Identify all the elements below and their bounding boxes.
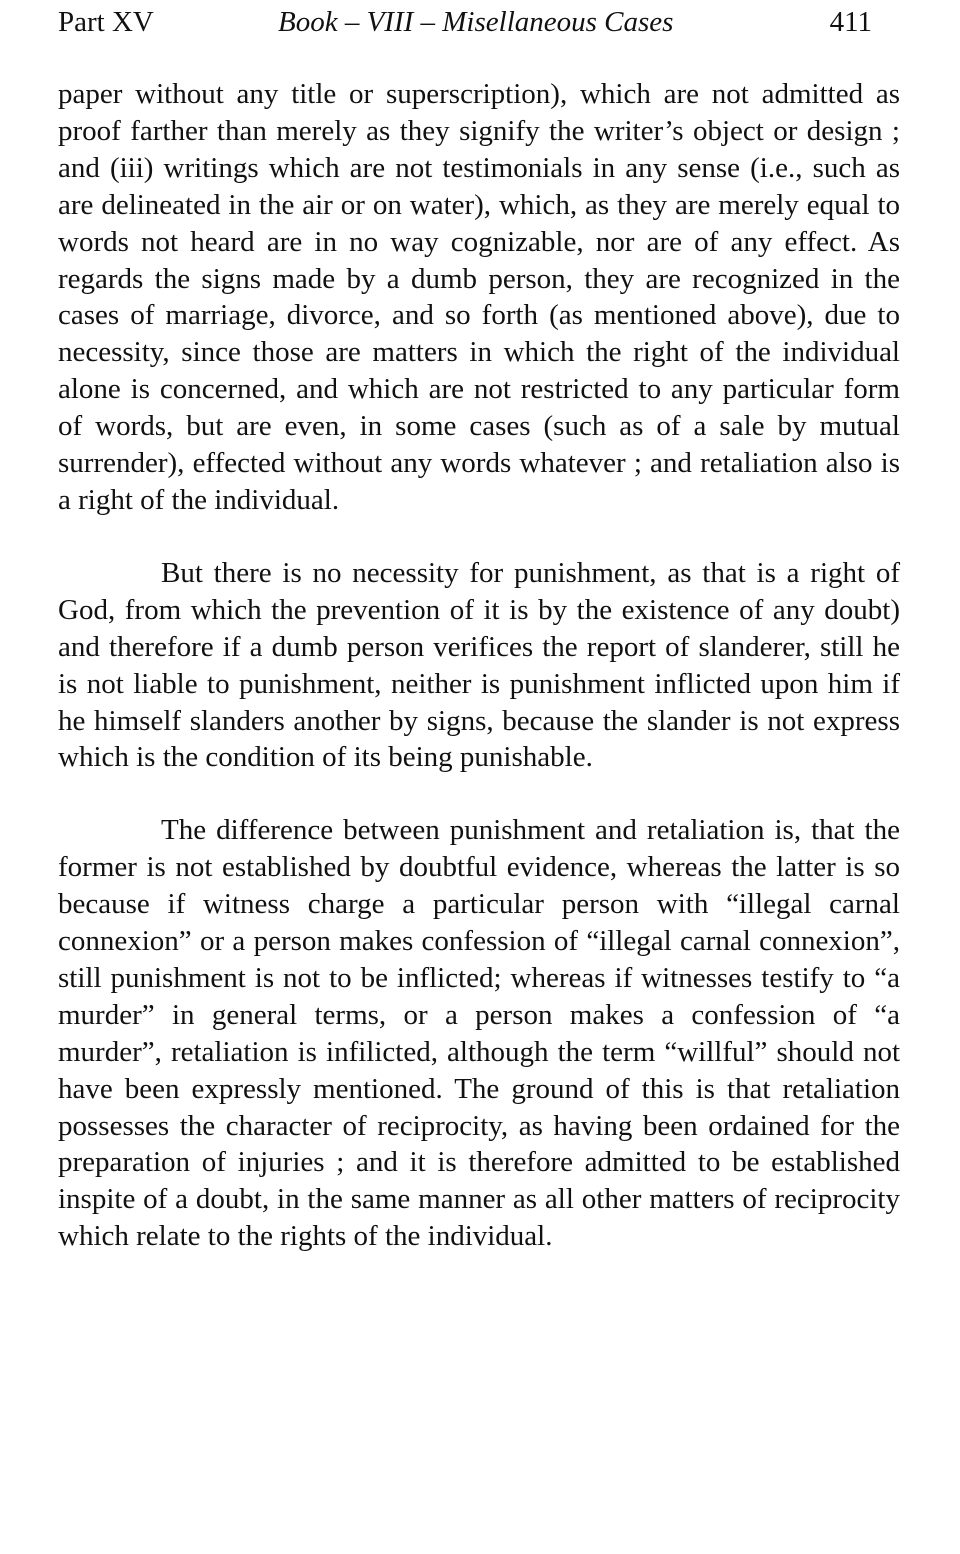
running-header <box>58 0 900 44</box>
header-part-label: Part XV <box>58 6 154 38</box>
header-book-title: Book – VIII – Misellaneous Cases <box>278 6 674 38</box>
paragraph-3: The difference between punishment and retaliation is, that the former is not established by doubtful evidence, whereas the latter is so because if witness charge a particular person with “illegal carnal connexion” or a person makes confession of “illegal carnal connexion”, still punishment is not to be inflicted; whereas if witnesses testify to “a murder” in general terms, or a person makes a confession of “a murder”, retaliation is infilicted, although the term “willful” should not have been expressly mentioned. The ground of this is that retaliation possesses the character of reciprocity, as having been ordained for the preparation of injuries ; and it is therefore admitted to be established inspite of a doubt, in the same manner as all other matters of reciprocity which relate to the rights of the individual. <box>58 814 900 1253</box>
paragraph-1: paper without any title or superscription), which are not admitted as proof farther than merely as they signify the writer’s object or design ; and (iii) writings which are not testimonials in any sense (i.e., such as are delineated in the air or on water), which, as they are merely equal to words not heard are in no way cognizable, nor are of any effect. As regards the signs made by a dumb person, they are recognized in the cases of marriage, divorce, and so forth (as mentioned above), due to necessity, since those are matters in which the right of the individual alone is concerned, and which are not restricted to any particular form of words, but are even, in some cases (such as of a sale by mutual surrender), effected without any words whatever ; and retaliation also is a right of the individual. <box>58 78 900 516</box>
page-number: 411 <box>829 6 872 38</box>
book-page <box>58 0 900 1255</box>
paragraph-2: But there is no necessity for punishment, as that is a right of God, from which the prevention of it is by the existence of any doubt) and therefore if a dumb person verifices the report of slanderer, still he is not liable to punishment, neither is punishment inflicted upon him if he himself slanders another by signs, because the slander is not express which is the condition of its being punishable. <box>58 556 900 774</box>
